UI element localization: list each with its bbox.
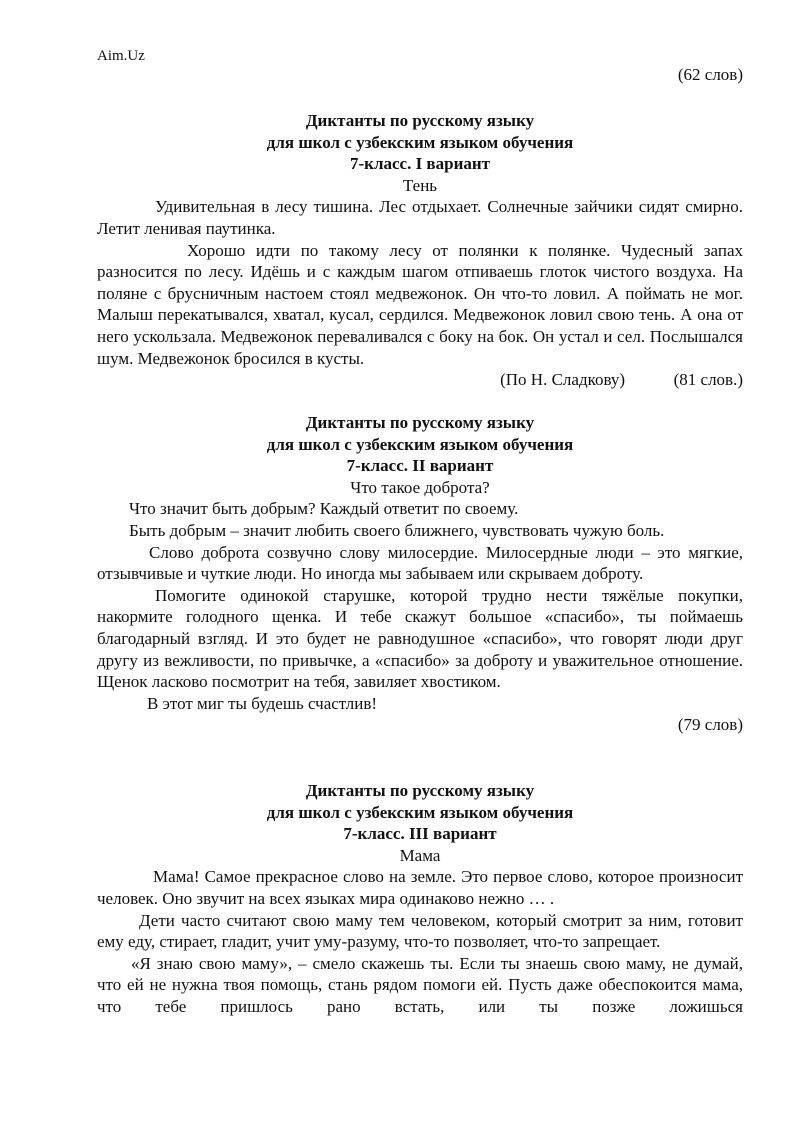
dictation-1 bbox=[97, 110, 743, 391]
dictation-1-title-line-2: для школ с узбекским языком обучения bbox=[266, 132, 574, 152]
dictation-2-subtitle: Что такое доброта? bbox=[350, 477, 490, 497]
dictation-3-paragraph-1: Мама! Самое прекрасное слово на земле. Это первое слово, которое произносит человек. Оно звучит на всех языках мира одинаково нежно … . bbox=[97, 867, 743, 908]
dictation-1-title-line-1: Диктанты по русскому языку bbox=[305, 111, 535, 130]
word-count-1: (62 слов) bbox=[677, 65, 743, 84]
dictation-2-title-line-2: для школ с узбекским языком обучения bbox=[266, 434, 574, 454]
dictation-2-paragraph-3: Слово доброта созвучно слову милосердие. Милосердные люди – это мягкие, отзывчивые и чуткие люди. Но иногда мы забываем или скрываем доброту. bbox=[97, 542, 743, 584]
dictation-2-title-line-3: 7-класс. II вариант bbox=[346, 456, 494, 476]
dictation-3-paragraph-3: «Я знаю свою маму», – смело скажешь ты. Если ты знаешь свою маму, не думай, что ей не нужна твоя помощь, стань рядом помоги ей. Пусть даже обеспокоится мама, что тебе пришлось рано встать, или ты позже ложишься bbox=[97, 953, 743, 1016]
dictation-1-title-line-3: 7-класс. I вариант bbox=[349, 154, 491, 174]
dictation-3 bbox=[97, 780, 743, 1018]
dictation-1-paragraph-2: Хорошо идти по такому лесу от полянки к полянке. Чудесный запах разносится по лесу. Идёшь и с каждым шагом отпиваешь глоток чистого воздуха. На поляне с брусничным настоем стоял медвежонок. Он что-то ловил. А поймать не мог. Малыш перекатывался, хватал, кусал, сердился. Медвежонок ловил свою тень. А она от него ускользала. Медвежонок переваливался с боку на бок. Он устал и сел. Послышался шум. Медвежонок бросился в кусты. bbox=[97, 240, 743, 368]
dictation-3-title-line-1: Диктанты по русскому языку bbox=[305, 781, 535, 800]
dictation-3-paragraph-2: Дети часто считают свою маму тем человеком, который смотрит за ним, готовит ему еду, стирает, гладит, учит уму-разуму, что-то позволяет, что-то запрещает. bbox=[97, 910, 743, 952]
dictation-2-paragraph-4: Помогите одинокой старушке, которой трудно нести тяжёлые покупки, накормите голодного щенка. И тебе скажут большое «спасибо», ты поймаешь благодарный взгляд. И это будет не равнодушное «спасибо», что говорят люди друг другу из вежливости, по привычке, а «спасибо» за доброту и уважительное отношение. Щенок ласково посмотрит на тебя, завиляет хвостиком. bbox=[97, 585, 743, 692]
dictation-3-subtitle: Мама bbox=[399, 845, 441, 865]
dictation-1-paragraph-1: Удивительная в лесу тишина. Лес отдыхает. Солнечные зайчики сидят смирно. Летит ленивая паутинка. bbox=[97, 197, 743, 238]
dictation-1-subtitle: Тень bbox=[402, 175, 438, 195]
dictation-2-word-count: (79 слов) bbox=[677, 715, 743, 735]
dictation-2-paragraph-1: Что значит быть добрым? Каждый ответит по своему. bbox=[129, 499, 519, 519]
dictation-3-title-line-3: 7-класс. III вариант bbox=[343, 824, 497, 844]
dictation-1-word-count: (81 слов.) bbox=[673, 370, 743, 390]
dictation-2 bbox=[97, 412, 743, 736]
site-header: Aim.Uz bbox=[97, 48, 145, 64]
dictation-1-author: (По Н. Сладкову) bbox=[500, 370, 626, 390]
dictation-2-title-line-1: Диктанты по русскому языку bbox=[305, 413, 535, 432]
dictation-3-title-line-2: для школ с узбекским языком обучения bbox=[266, 802, 574, 822]
dictation-2-paragraph-5: В этот миг ты будешь счастлив! bbox=[147, 693, 378, 713]
dictation-1-attribution bbox=[97, 369, 743, 391]
dictation-2-paragraph-2: Быть добрым – значит любить своего ближнего, чувствовать чужую боль. bbox=[129, 520, 665, 540]
